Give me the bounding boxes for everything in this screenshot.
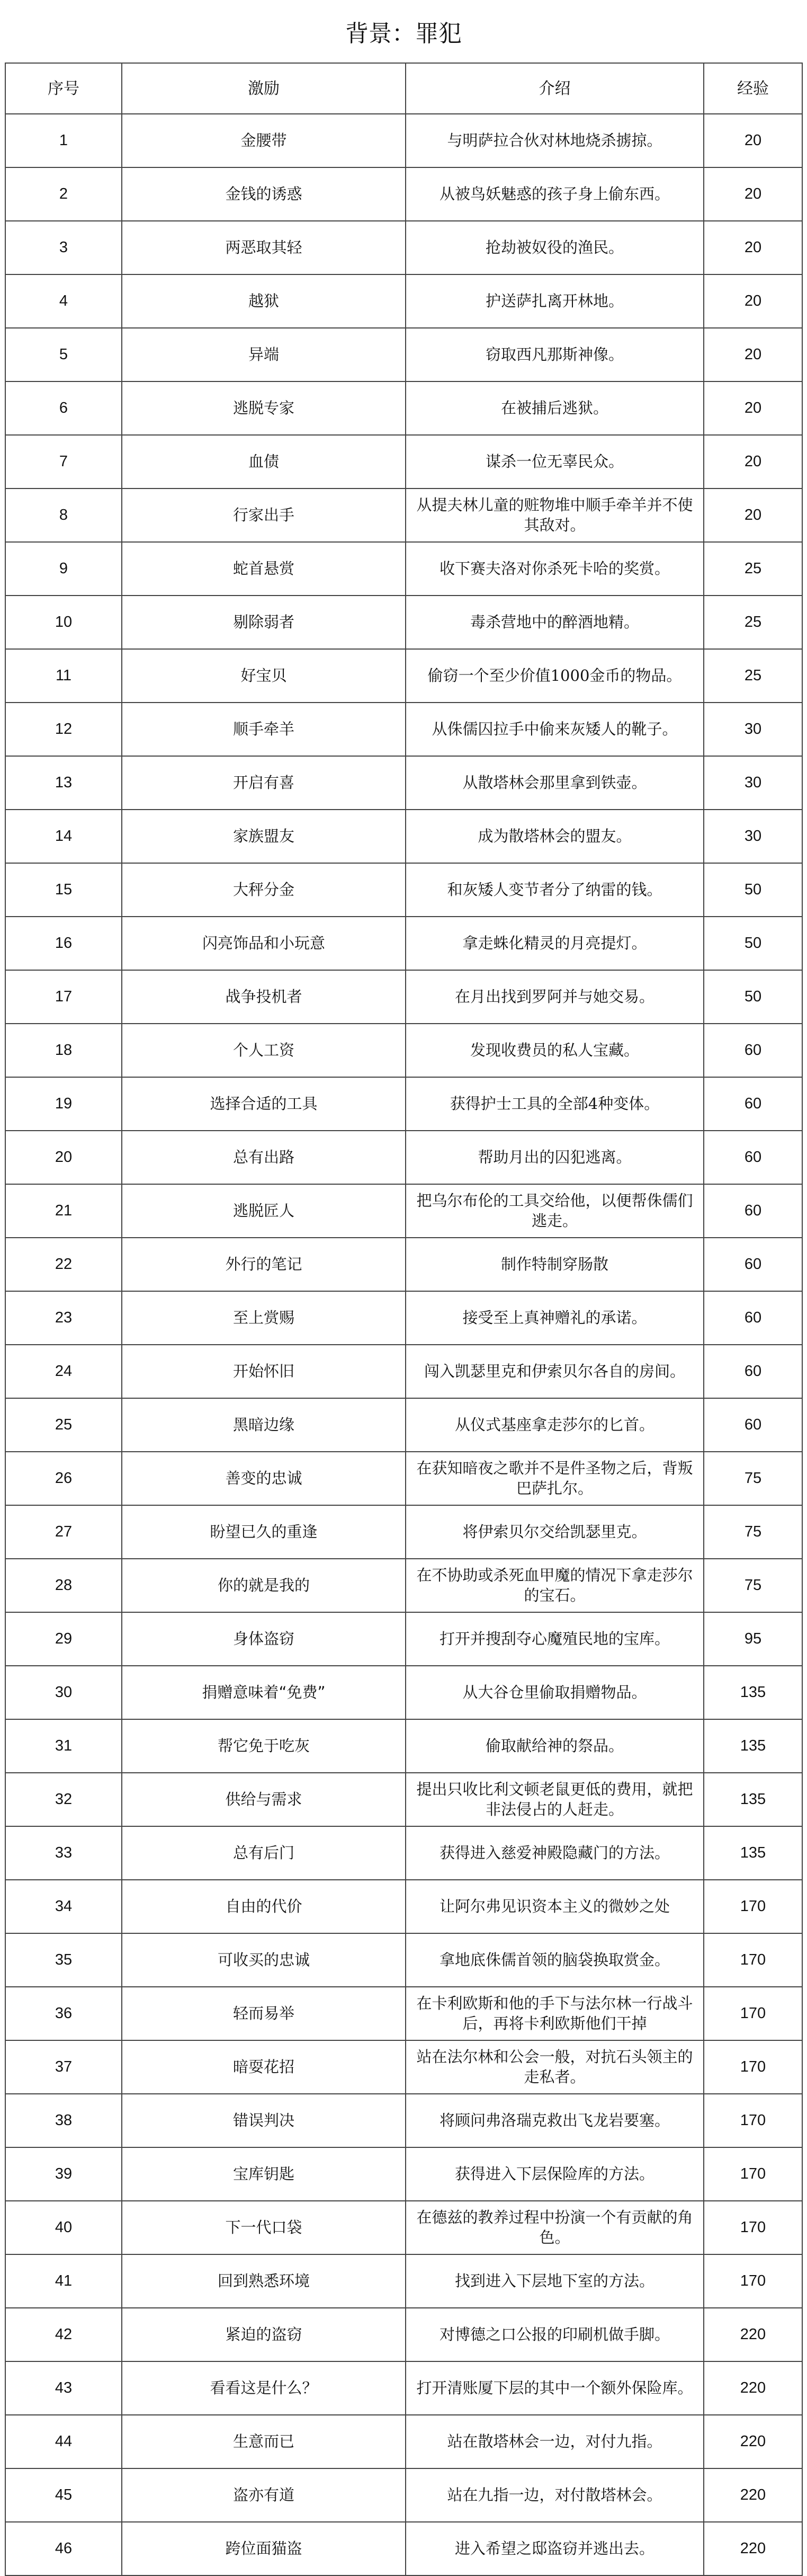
row-achievement-name: 总有后门 [122, 1826, 406, 1880]
row-achievement-name: 轻而易举 [122, 1987, 406, 2040]
row-description: 在被捕后逃狱。 [406, 381, 704, 435]
row-description: 和灰矮人变节者分了纳雷的钱。 [406, 863, 704, 917]
row-achievement-name: 行家出手 [122, 488, 406, 542]
table-row [5, 1077, 802, 1131]
row-experience: 50 [704, 970, 802, 1024]
row-number: 4 [5, 274, 122, 328]
row-experience: 170 [704, 1933, 802, 1987]
row-number: 40 [5, 2201, 122, 2254]
table-row [5, 703, 802, 756]
row-description: 将顾问弗洛瑞克救出飞龙岩要塞。 [406, 2094, 704, 2147]
table-row [5, 542, 802, 596]
row-experience: 60 [704, 1077, 802, 1131]
row-achievement-name: 至上赏赐 [122, 1291, 406, 1345]
row-description: 制作特制穿肠散 [406, 1238, 704, 1291]
row-description: 帮助月出的囚犯逃离。 [406, 1131, 704, 1184]
row-description: 谋杀一位无辜民众。 [406, 435, 704, 488]
row-number: 36 [5, 1987, 122, 2040]
row-number: 46 [5, 2522, 122, 2575]
row-number: 45 [5, 2468, 122, 2522]
row-description: 拿地底侏儒首领的脑袋换取赏金。 [406, 1933, 704, 1987]
row-experience: 220 [704, 2361, 802, 2415]
row-experience: 30 [704, 703, 802, 756]
row-description: 在不协助或杀死血甲魔的情况下拿走莎尔的宝石。 [406, 1559, 704, 1612]
table-row [5, 917, 802, 970]
row-description: 接受至上真神赠礼的承诺。 [406, 1291, 704, 1345]
header-name: 激励 [122, 63, 406, 114]
table-row [5, 1559, 802, 1612]
row-experience: 220 [704, 2308, 802, 2361]
row-number: 6 [5, 381, 122, 435]
row-achievement-name: 家族盟友 [122, 810, 406, 863]
row-experience: 25 [704, 649, 802, 703]
row-achievement-name: 个人工资 [122, 1024, 406, 1077]
table-row [5, 2468, 802, 2522]
row-experience: 60 [704, 1184, 802, 1238]
row-achievement-name: 紧迫的盗窃 [122, 2308, 406, 2361]
row-number: 35 [5, 1933, 122, 1987]
row-number: 3 [5, 221, 122, 274]
row-achievement-name: 黑暗边缘 [122, 1398, 406, 1452]
row-achievement-name: 开启有喜 [122, 756, 406, 810]
row-description: 站在散塔林会一边，对付九指。 [406, 2415, 704, 2468]
row-achievement-name: 看看这是什么？ [122, 2361, 406, 2415]
row-experience: 170 [704, 2147, 802, 2201]
row-experience: 170 [704, 2094, 802, 2147]
row-number: 41 [5, 2254, 122, 2308]
row-description: 找到进入下层地下室的方法。 [406, 2254, 704, 2308]
row-description: 毒杀营地中的醉酒地精。 [406, 596, 704, 649]
row-description: 拿走蛛化精灵的月亮提灯。 [406, 917, 704, 970]
table-row [5, 328, 802, 381]
row-number: 17 [5, 970, 122, 1024]
table-row [5, 2254, 802, 2308]
row-experience: 20 [704, 221, 802, 274]
row-achievement-name: 顺手牵羊 [122, 703, 406, 756]
table-row [5, 1131, 802, 1184]
row-achievement-name: 总有出路 [122, 1131, 406, 1184]
header-row [5, 63, 802, 114]
row-number: 9 [5, 542, 122, 596]
table-body [5, 114, 802, 2575]
row-experience: 20 [704, 328, 802, 381]
row-description: 获得护士工具的全部4种变体。 [406, 1077, 704, 1131]
row-experience: 135 [704, 1666, 802, 1719]
row-description: 与明萨拉合伙对林地烧杀掳掠。 [406, 114, 704, 167]
row-experience: 25 [704, 542, 802, 596]
row-number: 29 [5, 1612, 122, 1666]
row-experience: 20 [704, 167, 802, 221]
table-row [5, 167, 802, 221]
row-experience: 170 [704, 1987, 802, 2040]
row-achievement-name: 捐赠意味着“免费” [122, 1666, 406, 1719]
row-number: 8 [5, 488, 122, 542]
table-row [5, 1024, 802, 1077]
row-achievement-name: 战争投机者 [122, 970, 406, 1024]
table-row [5, 2201, 802, 2254]
table-row [5, 810, 802, 863]
row-achievement-name: 开始怀旧 [122, 1345, 406, 1398]
row-achievement-name: 逃脱专家 [122, 381, 406, 435]
row-description: 从侏儒囚拉手中偷来灰矮人的靴子。 [406, 703, 704, 756]
row-description: 从大谷仓里偷取捐赠物品。 [406, 1666, 704, 1719]
row-number: 19 [5, 1077, 122, 1131]
row-description: 收下赛夫洛对你杀死卡哈的奖赏。 [406, 542, 704, 596]
row-number: 23 [5, 1291, 122, 1345]
row-number: 20 [5, 1131, 122, 1184]
row-number: 39 [5, 2147, 122, 2201]
header-id: 序号 [5, 63, 122, 114]
table-row [5, 488, 802, 542]
table-row [5, 2040, 802, 2094]
row-description: 在月出找到罗阿并与她交易。 [406, 970, 704, 1024]
row-number: 26 [5, 1452, 122, 1505]
row-achievement-name: 闪亮饰品和小玩意 [122, 917, 406, 970]
row-number: 22 [5, 1238, 122, 1291]
row-experience: 220 [704, 2468, 802, 2522]
row-description: 从仪式基座拿走莎尔的匕首。 [406, 1398, 704, 1452]
row-number: 42 [5, 2308, 122, 2361]
row-description: 窃取西凡那斯神像。 [406, 328, 704, 381]
table-row [5, 2147, 802, 2201]
row-achievement-name: 蛇首悬赏 [122, 542, 406, 596]
table-row [5, 1612, 802, 1666]
row-experience: 30 [704, 810, 802, 863]
table-row [5, 1933, 802, 1987]
row-number: 21 [5, 1184, 122, 1238]
row-description: 在德兹的教养过程中扮演一个有贡献的角色。 [406, 2201, 704, 2254]
row-experience: 95 [704, 1612, 802, 1666]
table-row [5, 1398, 802, 1452]
row-number: 2 [5, 167, 122, 221]
row-achievement-name: 异端 [122, 328, 406, 381]
row-achievement-name: 越狱 [122, 274, 406, 328]
row-experience: 135 [704, 1719, 802, 1773]
table-row [5, 381, 802, 435]
row-description: 抢劫被奴役的渔民。 [406, 221, 704, 274]
row-achievement-name: 生意而已 [122, 2415, 406, 2468]
row-description: 偷取献给神的祭品。 [406, 1719, 704, 1773]
row-achievement-name: 盼望已久的重逢 [122, 1505, 406, 1559]
row-number: 44 [5, 2415, 122, 2468]
row-description: 偷窃一个至少价值1000金币的物品。 [406, 649, 704, 703]
table-row [5, 2415, 802, 2468]
table-row [5, 435, 802, 488]
row-achievement-name: 血债 [122, 435, 406, 488]
row-experience: 75 [704, 1505, 802, 1559]
row-experience: 60 [704, 1131, 802, 1184]
row-achievement-name: 回到熟悉环境 [122, 2254, 406, 2308]
row-description: 从散塔林会那里拿到铁壶。 [406, 756, 704, 810]
achievement-table [5, 63, 803, 2576]
row-experience: 220 [704, 2415, 802, 2468]
row-achievement-name: 大秤分金 [122, 863, 406, 917]
row-experience: 60 [704, 1238, 802, 1291]
table-row [5, 1880, 802, 1933]
row-achievement-name: 选择合适的工具 [122, 1077, 406, 1131]
row-experience: 20 [704, 114, 802, 167]
table-row [5, 274, 802, 328]
row-achievement-name: 金钱的诱惑 [122, 167, 406, 221]
table-row [5, 221, 802, 274]
table-row [5, 1345, 802, 1398]
table-row [5, 1773, 802, 1826]
row-number: 43 [5, 2361, 122, 2415]
row-number: 18 [5, 1024, 122, 1077]
row-experience: 75 [704, 1559, 802, 1612]
table-row [5, 1987, 802, 2040]
table-row [5, 1452, 802, 1505]
row-experience: 30 [704, 756, 802, 810]
row-experience: 20 [704, 488, 802, 542]
table-row [5, 2308, 802, 2361]
row-number: 33 [5, 1826, 122, 1880]
row-description: 提出只收比利文顿老鼠更低的费用，就把非法侵占的人赶走。 [406, 1773, 704, 1826]
row-number: 16 [5, 917, 122, 970]
row-experience: 20 [704, 435, 802, 488]
row-achievement-name: 善变的忠诚 [122, 1452, 406, 1505]
row-number: 30 [5, 1666, 122, 1719]
row-experience: 50 [704, 917, 802, 970]
row-number: 38 [5, 2094, 122, 2147]
row-description: 在卡利欧斯和他的手下与法尔林一行战斗后，再将卡利欧斯他们干掉 [406, 1987, 704, 2040]
table-row [5, 596, 802, 649]
table-row [5, 756, 802, 810]
row-number: 1 [5, 114, 122, 167]
table-row [5, 1184, 802, 1238]
table-row [5, 1291, 802, 1345]
row-experience: 220 [704, 2522, 802, 2575]
table-row [5, 1666, 802, 1719]
row-experience: 60 [704, 1024, 802, 1077]
row-description: 让阿尔弗见识资本主义的微妙之处 [406, 1880, 704, 1933]
row-number: 10 [5, 596, 122, 649]
row-description: 将伊索贝尔交给凯瑟里克。 [406, 1505, 704, 1559]
page-title: 背景：罪犯 [345, 20, 462, 47]
row-description: 在获知暗夜之歌并不是件圣物之后，背叛巴萨扎尔。 [406, 1452, 704, 1505]
row-experience: 170 [704, 2040, 802, 2094]
row-achievement-name: 供给与需求 [122, 1773, 406, 1826]
row-number: 13 [5, 756, 122, 810]
table-row [5, 863, 802, 917]
row-achievement-name: 可收买的忠诚 [122, 1933, 406, 1987]
row-achievement-name: 盗亦有道 [122, 2468, 406, 2522]
row-experience: 20 [704, 381, 802, 435]
row-description: 站在九指一边，对付散塔林会。 [406, 2468, 704, 2522]
row-experience: 60 [704, 1291, 802, 1345]
table-row [5, 649, 802, 703]
row-achievement-name: 错误判决 [122, 2094, 406, 2147]
row-description: 打开清账厦下层的其中一个额外保险库。 [406, 2361, 704, 2415]
row-experience: 135 [704, 1826, 802, 1880]
row-description: 把乌尔布伦的工具交给他，以便帮侏儒们逃走。 [406, 1184, 704, 1238]
row-number: 25 [5, 1398, 122, 1452]
row-description: 从提夫林儿童的赃物堆中顺手牵羊并不使其敌对。 [406, 488, 704, 542]
row-number: 27 [5, 1505, 122, 1559]
table-row [5, 2361, 802, 2415]
row-achievement-name: 暗耍花招 [122, 2040, 406, 2094]
row-achievement-name: 跨位面猫盗 [122, 2522, 406, 2575]
row-experience: 20 [704, 274, 802, 328]
row-description: 从被鸟妖魅惑的孩子身上偷东西。 [406, 167, 704, 221]
row-achievement-name: 剔除弱者 [122, 596, 406, 649]
row-achievement-name: 宝库钥匙 [122, 2147, 406, 2201]
row-experience: 170 [704, 2201, 802, 2254]
row-description: 打开并搜刮夺心魔殖民地的宝库。 [406, 1612, 704, 1666]
row-achievement-name: 金腰带 [122, 114, 406, 167]
row-achievement-name: 两恶取其轻 [122, 221, 406, 274]
row-experience: 60 [704, 1345, 802, 1398]
row-number: 14 [5, 810, 122, 863]
row-number: 12 [5, 703, 122, 756]
table-row [5, 970, 802, 1024]
row-achievement-name: 好宝贝 [122, 649, 406, 703]
table-row [5, 1719, 802, 1773]
row-number: 34 [5, 1880, 122, 1933]
row-achievement-name: 外行的笔记 [122, 1238, 406, 1291]
table-row [5, 1826, 802, 1880]
row-description: 护送萨扎离开林地。 [406, 274, 704, 328]
row-achievement-name: 逃脱匠人 [122, 1184, 406, 1238]
row-achievement-name: 下一代口袋 [122, 2201, 406, 2254]
row-description: 闯入凯瑟里克和伊索贝尔各自的房间。 [406, 1345, 704, 1398]
row-achievement-name: 帮它免于吃灰 [122, 1719, 406, 1773]
row-achievement-name: 身体盗窃 [122, 1612, 406, 1666]
row-achievement-name: 你的就是我的 [122, 1559, 406, 1612]
table-row [5, 114, 802, 167]
row-description: 成为散塔林会的盟友。 [406, 810, 704, 863]
row-experience: 135 [704, 1773, 802, 1826]
row-experience: 75 [704, 1452, 802, 1505]
row-number: 15 [5, 863, 122, 917]
row-experience: 50 [704, 863, 802, 917]
row-experience: 60 [704, 1398, 802, 1452]
row-experience: 25 [704, 596, 802, 649]
table-row [5, 2522, 802, 2575]
row-number: 28 [5, 1559, 122, 1612]
row-description: 发现收费员的私人宝藏。 [406, 1024, 704, 1077]
table-row [5, 1505, 802, 1559]
table-row [5, 1238, 802, 1291]
row-number: 5 [5, 328, 122, 381]
row-number: 24 [5, 1345, 122, 1398]
row-number: 37 [5, 2040, 122, 2094]
row-description: 获得进入慈爱神殿隐藏门的方法。 [406, 1826, 704, 1880]
row-description: 站在法尔林和公会一般，对抗石头领主的走私者。 [406, 2040, 704, 2094]
row-description: 对博德之口公报的印刷机做手脚。 [406, 2308, 704, 2361]
row-number: 7 [5, 435, 122, 488]
row-description: 获得进入下层保险库的方法。 [406, 2147, 704, 2201]
row-experience: 170 [704, 2254, 802, 2308]
row-experience: 170 [704, 1880, 802, 1933]
row-number: 11 [5, 649, 122, 703]
header-xp: 经验 [704, 63, 802, 114]
row-description: 进入希望之邸盗窃并逃出去。 [406, 2522, 704, 2575]
table-row [5, 2094, 802, 2147]
row-number: 31 [5, 1719, 122, 1773]
row-number: 32 [5, 1773, 122, 1826]
row-achievement-name: 自由的代价 [122, 1880, 406, 1933]
header-desc: 介绍 [406, 63, 704, 114]
